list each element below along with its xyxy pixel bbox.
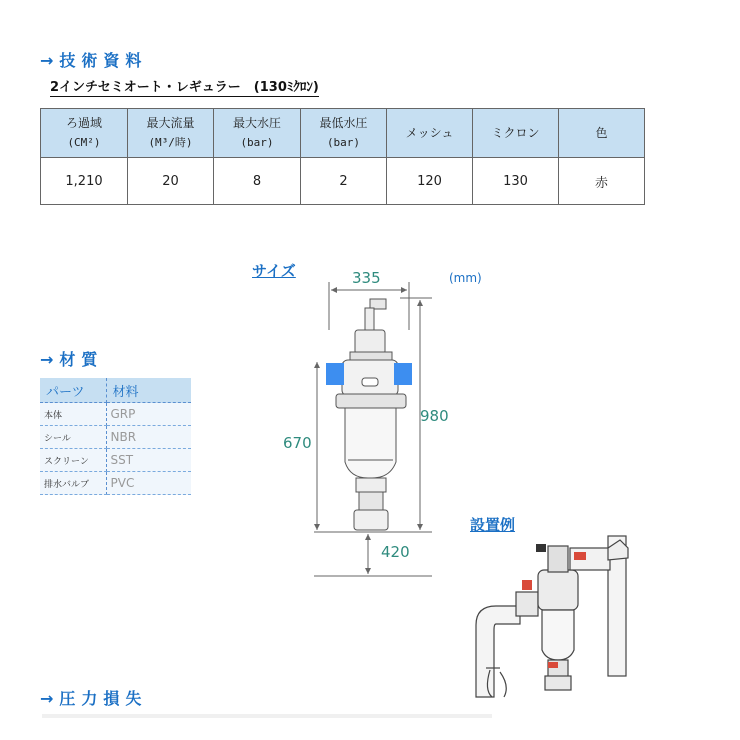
header-unit: (bar)	[240, 136, 274, 149]
pressure-loss-chart-edge	[42, 714, 492, 718]
install-example-label: 設置例	[470, 516, 516, 534]
table-row	[40, 472, 191, 495]
material-value: PVC	[106, 472, 191, 495]
header-label: ミクロン	[491, 125, 540, 140]
dimension-width: 335	[352, 269, 381, 287]
materials-table	[40, 378, 191, 495]
material-part: 排水バルブ	[40, 472, 106, 495]
spec-value-mesh: 120	[387, 158, 473, 205]
header-unit: (bar)	[326, 136, 361, 149]
dimension-clearance: 420	[381, 543, 410, 561]
header-label: 最大流量	[146, 116, 195, 130]
material-value: NBR	[106, 426, 191, 449]
materials-header-row	[40, 378, 191, 403]
spec-value-color: 赤	[559, 158, 645, 205]
pressure-loss-section-title: →圧力損失	[40, 689, 148, 708]
product-subtitle: 2インチセミオート・レギュラー (130ﾐｸﾛﾝ)	[50, 76, 319, 97]
header-label: 最大水圧	[232, 116, 281, 130]
header-label: 最低水圧	[319, 116, 368, 130]
materials-header-part: パーツ	[40, 378, 106, 403]
spec-value-filter-area: 1,210	[41, 158, 128, 205]
size-label: サイズ	[252, 262, 296, 280]
spec-value-min-pressure: 2	[301, 158, 387, 205]
table-row	[40, 403, 191, 426]
spec-value-micron: 130	[473, 158, 559, 205]
technical-section-title: →技術資料	[40, 51, 148, 70]
header-label: ろ過域	[65, 116, 102, 130]
filter-illustration	[336, 299, 406, 530]
material-value: GRP	[106, 403, 191, 426]
table-row	[40, 426, 191, 449]
header-label: 色	[595, 125, 608, 140]
dimension-total-height: 980	[420, 407, 449, 425]
header-unit: (M³/時)	[148, 136, 193, 149]
material-part: シール	[40, 426, 106, 449]
material-part: 本体	[40, 403, 106, 426]
size-unit: (mm)	[449, 271, 482, 285]
installation-illustration	[476, 536, 628, 697]
install-lever-icon	[536, 544, 546, 552]
dimension-body-height: 670	[283, 434, 312, 452]
material-part: スクリーン	[40, 449, 106, 472]
spec-value-max-pressure: 8	[214, 158, 301, 205]
materials-section-title: →材質	[40, 350, 104, 369]
spec-value-max-flow: 20	[128, 158, 214, 205]
header-label: メッシュ	[405, 125, 454, 140]
table-row	[40, 449, 191, 472]
materials-header-material: 材料	[106, 378, 191, 403]
material-value: SST	[106, 449, 191, 472]
header-unit: (CM²)	[67, 136, 101, 149]
